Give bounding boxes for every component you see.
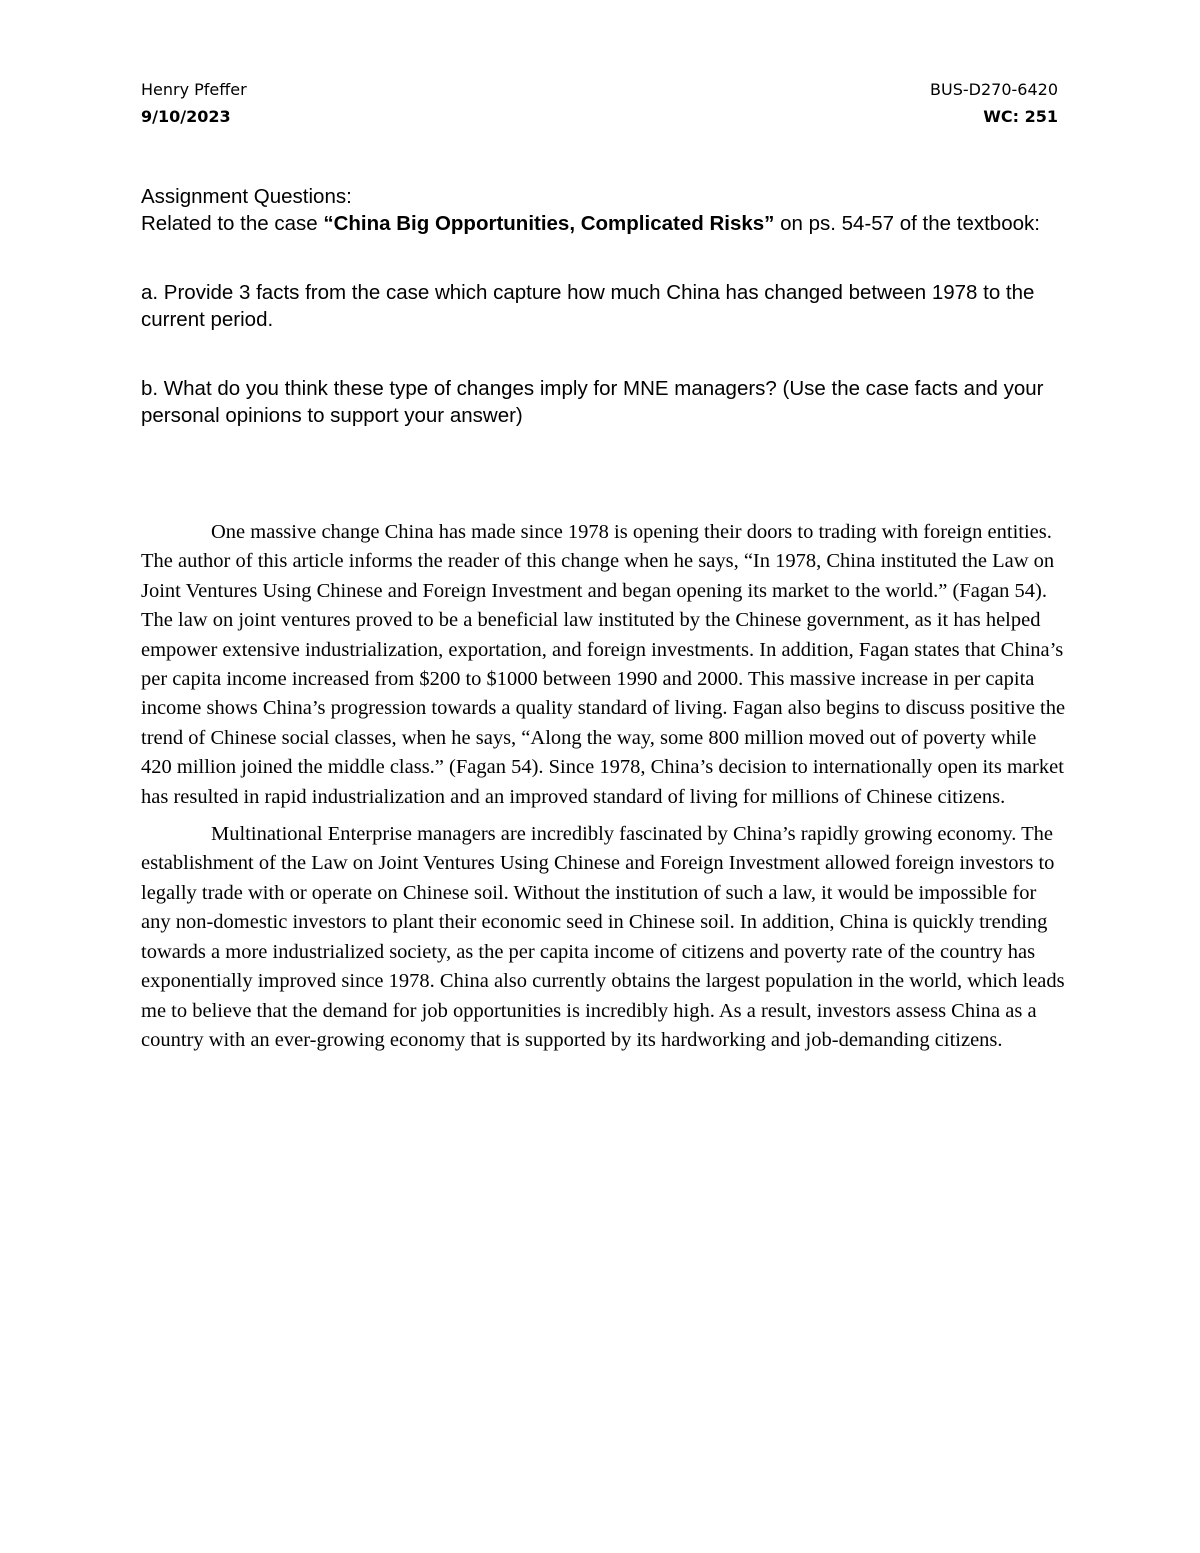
essay-paragraph-2: Multinational Enterprise managers are incredibly fascinated by China’s rapidly growing economy. The establishment of the Law on Joint Ventures Using Chinese and Foreign Investment allowed foreign investors to legally trade with or operate on Chinese soil. Without the institution of such a law, it would be impossible for any non-domestic investors to plant their economic seed in Chinese soil. In addition, China is quickly trending towards a more industrialized society, as the per capita income of citizens and poverty rate of the country has exponentially improved since 1978. China also currently obtains the largest population in the world, which leads me to believe that the demand for job opportunities is incredibly high. As a result, investors assess China as a country with an ever-growing economy that is supported by its hardworking and job-demanding citizens. <box>141 823 1065 1051</box>
intro-after-text: on ps. 54-57 of the textbook: <box>774 212 1040 235</box>
question-b: b. What do you think these type of changes imply for MNE managers? (Use the case facts and your personal opinions to support your answer) <box>141 377 1044 427</box>
assignment-questions <box>141 183 1061 429</box>
document-date: 9/10/2023 <box>141 107 231 126</box>
essay-body <box>141 518 1066 1063</box>
question-a: a. Provide 3 facts from the case which capture how much China has changed between 1978 to the current period. <box>141 281 1035 331</box>
questions-title: Assignment Questions: <box>141 185 352 208</box>
case-title: “China Big Opportunities, Complicated Risks” <box>323 212 775 235</box>
header-row-1 <box>141 76 1058 103</box>
author-name: Henry Pfeffer <box>141 80 247 99</box>
header-row-2 <box>141 103 1058 130</box>
essay-paragraph-1: One massive change China has made since 1978 is opening their doors to trading with foreign entities. The author of this article informs the reader of this change when he says, “In 1978, China instituted the Law on Joint Ventures Using Chinese and Foreign Investment and began opening its market to the world.” (Fagan 54). The law on joint ventures proved to be a beneficial law instituted by the Chinese government, as it has helped empower extensive industrialization, exportation, and foreign investments. In addition, Fagan states that China’s per capita income increased from $200 to $1000 between 1990 and 2000. This massive increase in per capita income shows China’s progression towards a quality standard of living. Fagan also begins to discuss positive the trend of Chinese social classes, when he says, “Along the way, some 800 million moved out of poverty while 420 million joined the middle class.” (Fagan 54). Since 1978, China’s decision to internationally open its market has resulted in rapid industrialization and an improved standard of living for millions of Chinese citizens. <box>141 521 1066 808</box>
intro-before-text: Related to the case <box>141 212 324 235</box>
course-code: BUS-D270-6420 <box>930 80 1058 99</box>
word-count: WC: 251 <box>983 107 1058 126</box>
document-header <box>141 76 1058 130</box>
questions-intro <box>141 210 1061 237</box>
